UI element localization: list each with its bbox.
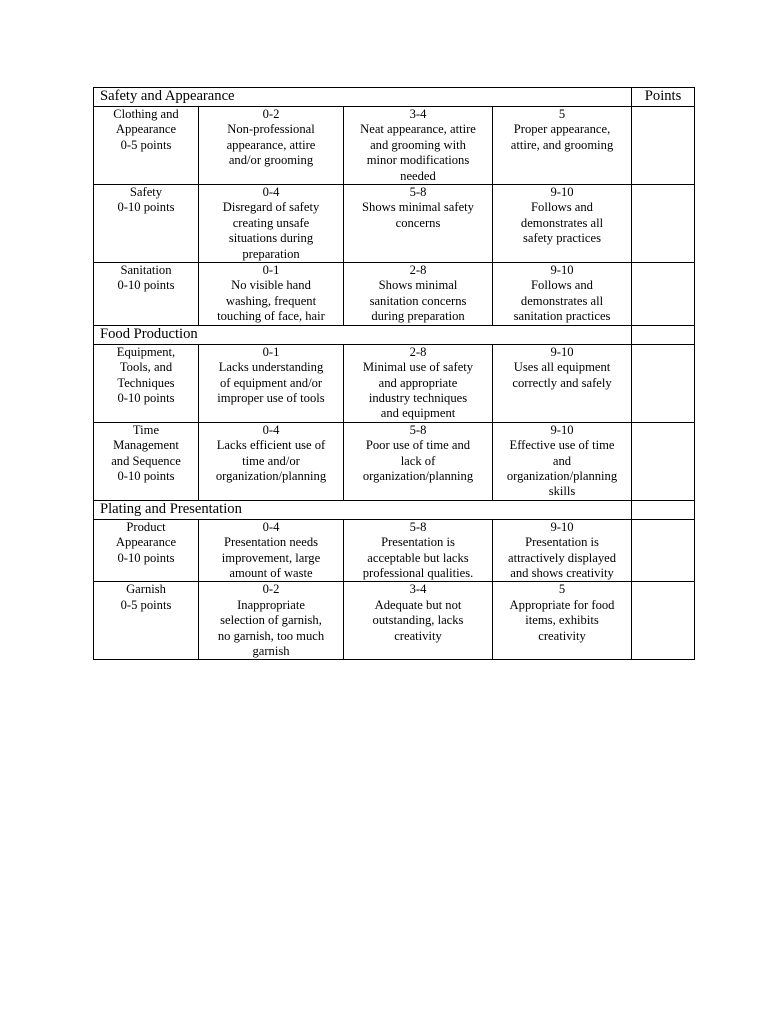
section-title: Food Production bbox=[94, 325, 632, 344]
points-header: Points bbox=[632, 88, 695, 107]
level-cell bbox=[344, 185, 493, 263]
level-score: 5-8 bbox=[409, 519, 427, 534]
level-cell bbox=[344, 519, 493, 582]
criterion-line: Appearance bbox=[115, 122, 177, 137]
criterion-line: Time bbox=[132, 422, 160, 437]
level-text: and equipment bbox=[380, 406, 456, 421]
section-header-row bbox=[94, 325, 695, 344]
points-cell bbox=[632, 325, 695, 344]
level-text: situations during bbox=[228, 231, 314, 246]
level-cell bbox=[199, 519, 344, 582]
points-cell[interactable] bbox=[632, 422, 695, 500]
points-cell[interactable] bbox=[632, 344, 695, 422]
level-text: concerns bbox=[395, 215, 441, 230]
level-score: 5 bbox=[558, 582, 566, 597]
table-row bbox=[94, 582, 695, 660]
level-score: 5-8 bbox=[409, 422, 427, 437]
level-text: appearance, attire bbox=[226, 137, 316, 152]
level-text: creativity bbox=[538, 628, 586, 643]
criterion-cell bbox=[94, 422, 199, 500]
criterion-line: 0-5 points bbox=[120, 597, 172, 612]
criterion-line: Sanitation bbox=[120, 263, 172, 278]
criterion-line: Garnish bbox=[126, 582, 166, 597]
level-score: 3-4 bbox=[409, 107, 427, 121]
level-text: and grooming with bbox=[370, 137, 466, 152]
level-text: no garnish, too much bbox=[217, 628, 325, 643]
level-cell bbox=[199, 582, 344, 660]
points-cell[interactable] bbox=[632, 582, 695, 660]
criterion-line: 0-10 points bbox=[117, 468, 175, 483]
table-row bbox=[94, 185, 695, 263]
level-score: 9-10 bbox=[550, 263, 574, 278]
table-row bbox=[94, 107, 695, 185]
level-text: Lacks understanding bbox=[218, 360, 324, 375]
points-cell[interactable] bbox=[632, 185, 695, 263]
criterion-line: and Sequence bbox=[111, 453, 181, 468]
section-header-row bbox=[94, 500, 695, 519]
level-text: and shows creativity bbox=[510, 565, 614, 580]
level-text: Effective use of time bbox=[509, 438, 615, 453]
points-cell bbox=[632, 500, 695, 519]
level-score: 9-10 bbox=[550, 519, 574, 534]
level-text: Shows minimal safety bbox=[362, 200, 474, 215]
level-text: washing, frequent bbox=[225, 293, 317, 308]
level-text: skills bbox=[548, 484, 576, 499]
level-cell bbox=[344, 582, 493, 660]
level-text: attire, and grooming bbox=[510, 137, 614, 152]
level-text: Presentation is bbox=[381, 535, 455, 550]
level-cell bbox=[344, 263, 493, 326]
points-cell[interactable] bbox=[632, 519, 695, 582]
level-text: Inappropriate bbox=[237, 597, 305, 612]
level-cell bbox=[493, 107, 632, 185]
level-text: Non-professional bbox=[227, 122, 315, 137]
level-text: minor modifications bbox=[366, 153, 470, 168]
level-cell bbox=[199, 422, 344, 500]
level-cell bbox=[199, 344, 344, 422]
level-score: 0-2 bbox=[262, 107, 280, 121]
criterion-line: Clothing and bbox=[113, 107, 179, 121]
level-cell bbox=[493, 344, 632, 422]
level-text: Shows minimal bbox=[378, 278, 458, 293]
level-text: organization/planning bbox=[215, 468, 327, 483]
criterion-line: Appearance bbox=[115, 535, 177, 550]
level-text: amount of waste bbox=[229, 565, 313, 580]
criterion-cell bbox=[94, 263, 199, 326]
level-score: 0-4 bbox=[262, 519, 280, 534]
level-cell bbox=[199, 107, 344, 185]
level-text: organization/planning bbox=[362, 468, 474, 483]
level-cell bbox=[493, 263, 632, 326]
level-score: 5 bbox=[558, 107, 566, 121]
level-text: Appropriate for food bbox=[509, 597, 615, 612]
criterion-cell bbox=[94, 185, 199, 263]
points-cell[interactable] bbox=[632, 263, 695, 326]
section-title: Safety and Appearance bbox=[94, 88, 632, 107]
criterion-line: Management bbox=[113, 438, 179, 453]
level-text: professional qualities. bbox=[362, 565, 474, 580]
level-text: items, exhibits bbox=[525, 613, 599, 628]
level-text: Presentation is bbox=[525, 535, 599, 550]
level-text: Poor use of time and bbox=[365, 438, 471, 453]
rubric-table bbox=[93, 87, 695, 660]
level-text: creating unsafe bbox=[232, 215, 310, 230]
level-score: 5-8 bbox=[409, 185, 427, 200]
level-score: 0-4 bbox=[262, 422, 280, 437]
level-score: 0-1 bbox=[262, 263, 280, 278]
level-cell bbox=[344, 107, 493, 185]
level-text: No visible hand bbox=[231, 278, 311, 293]
level-text: sanitation practices bbox=[513, 309, 611, 324]
level-text: organization/planning bbox=[506, 468, 618, 483]
section-header-row bbox=[94, 88, 695, 107]
level-text: safety practices bbox=[523, 231, 601, 246]
level-text: Follows and bbox=[531, 278, 593, 293]
level-cell bbox=[344, 422, 493, 500]
level-text: Presentation needs bbox=[223, 535, 319, 550]
level-text: demonstrates all bbox=[520, 215, 604, 230]
level-score: 3-4 bbox=[409, 582, 427, 597]
level-text: and/or grooming bbox=[228, 153, 314, 168]
level-score: 2-8 bbox=[409, 344, 427, 359]
level-text: outstanding, lacks bbox=[372, 613, 464, 628]
criterion-line: 0-5 points bbox=[120, 137, 172, 152]
level-text: Lacks efficient use of bbox=[216, 438, 326, 453]
level-score: 2-8 bbox=[409, 263, 427, 278]
level-text: touching of face, hair bbox=[217, 309, 325, 324]
level-score: 0-4 bbox=[262, 185, 280, 200]
level-text: selection of garnish, bbox=[220, 613, 322, 628]
level-cell bbox=[344, 344, 493, 422]
level-text: acceptable but lacks bbox=[367, 550, 469, 565]
level-text: Minimal use of safety bbox=[362, 360, 474, 375]
criterion-line: 0-10 points bbox=[117, 390, 175, 405]
level-text: attractively displayed bbox=[507, 550, 617, 565]
level-text: during preparation bbox=[371, 309, 465, 324]
table-row bbox=[94, 519, 695, 582]
level-cell bbox=[199, 185, 344, 263]
level-text: lack of bbox=[400, 453, 436, 468]
level-text: industry techniques bbox=[368, 390, 468, 405]
level-cell bbox=[199, 263, 344, 326]
level-text: Disregard of safety bbox=[222, 200, 320, 215]
level-text: and appropriate bbox=[378, 375, 458, 390]
level-cell bbox=[493, 582, 632, 660]
level-score: 9-10 bbox=[550, 422, 574, 437]
level-score: 9-10 bbox=[550, 185, 574, 200]
criterion-line: Techniques bbox=[117, 375, 175, 390]
level-text: sanitation concerns bbox=[369, 293, 467, 308]
level-text: Neat appearance, attire bbox=[360, 122, 476, 137]
level-score: 9-10 bbox=[550, 344, 574, 359]
criterion-cell bbox=[94, 344, 199, 422]
level-cell bbox=[493, 519, 632, 582]
level-text: Uses all equipment bbox=[513, 360, 611, 375]
level-text: correctly and safely bbox=[512, 375, 612, 390]
criterion-line: Tools, and bbox=[119, 360, 173, 375]
level-text: garnish bbox=[252, 644, 290, 658]
criterion-line: 0-10 points bbox=[117, 550, 175, 565]
level-text: improvement, large bbox=[221, 550, 321, 565]
table-row bbox=[94, 263, 695, 326]
criterion-cell bbox=[94, 107, 199, 185]
level-text: Proper appearance, bbox=[513, 122, 611, 137]
level-text: needed bbox=[400, 168, 436, 183]
criterion-cell bbox=[94, 582, 199, 660]
table-row bbox=[94, 422, 695, 500]
level-score: 0-2 bbox=[262, 582, 280, 597]
criterion-line: Equipment, bbox=[116, 344, 176, 359]
criterion-line: 0-10 points bbox=[117, 278, 175, 293]
level-text: demonstrates all bbox=[520, 293, 604, 308]
section-title: Plating and Presentation bbox=[94, 500, 632, 519]
level-text: Follows and bbox=[531, 200, 593, 215]
level-text: creativity bbox=[394, 628, 442, 643]
criterion-line: Safety bbox=[129, 185, 163, 200]
criterion-cell bbox=[94, 519, 199, 582]
criterion-line: 0-10 points bbox=[117, 200, 175, 215]
level-text: of equipment and/or bbox=[219, 375, 323, 390]
level-score: 0-1 bbox=[262, 344, 280, 359]
criterion-line: Product bbox=[126, 519, 166, 534]
level-text: preparation bbox=[242, 246, 300, 261]
level-text: time and/or bbox=[242, 453, 300, 468]
level-cell bbox=[493, 422, 632, 500]
points-cell[interactable] bbox=[632, 107, 695, 185]
level-text: and bbox=[552, 453, 572, 468]
level-text: Adequate but not bbox=[374, 597, 462, 612]
level-text: improper use of tools bbox=[217, 390, 325, 405]
table-row bbox=[94, 344, 695, 422]
level-cell bbox=[493, 185, 632, 263]
